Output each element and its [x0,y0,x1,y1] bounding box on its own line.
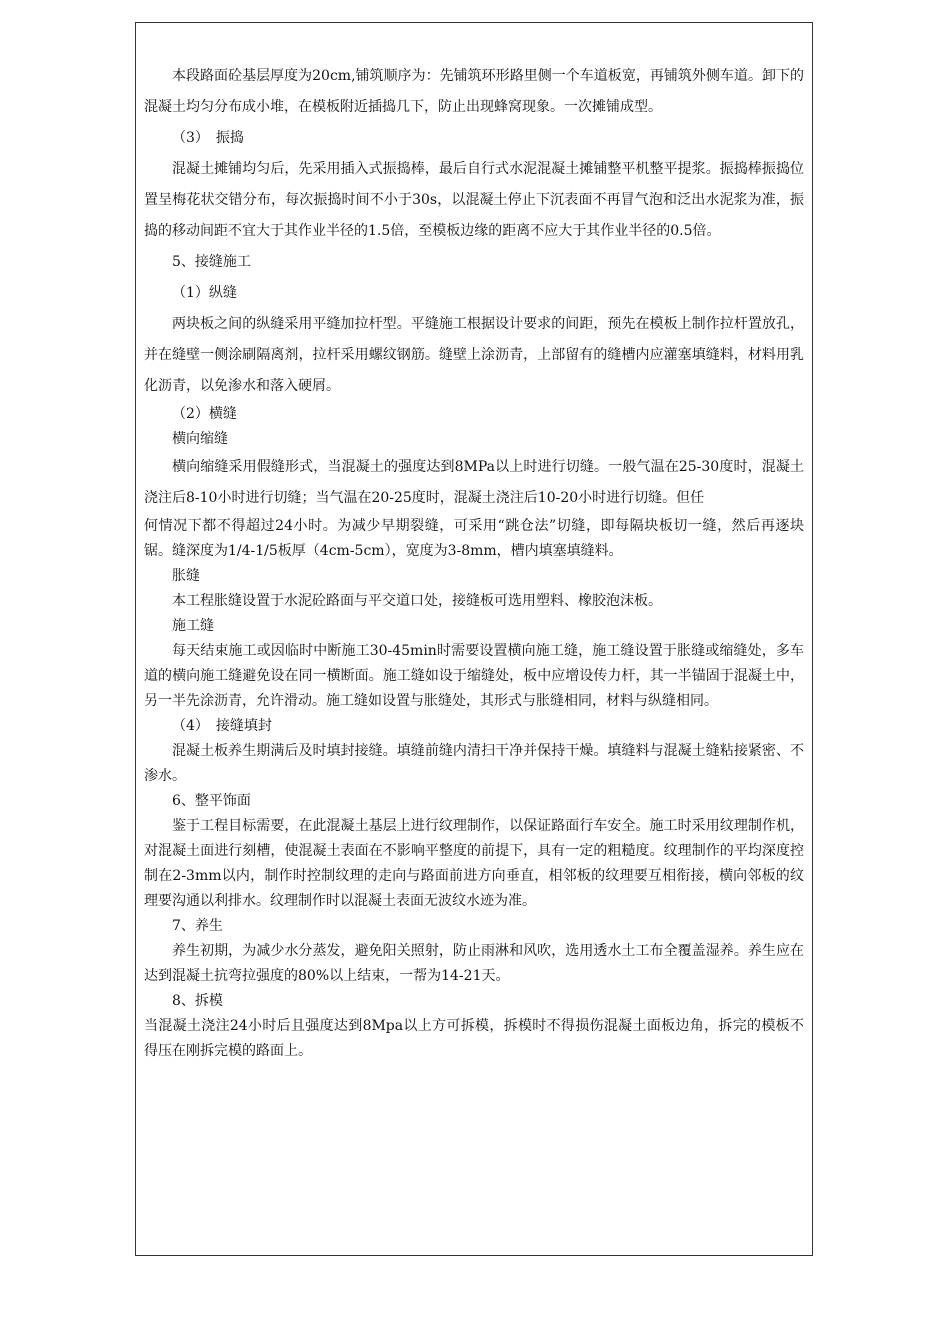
paragraph-transverse-shrinkage: 横向缩缝采用假缝形式，当混凝土的强度达到8MPa以上时进行切缝。一般气温在25-30度时，混凝土浇注后8-10小时进行切缝；当气温在20-25度时，混凝土浇注后10-20小时进行切缝。但任 [144,459,804,506]
paragraph-base-thickness: 本段路面砼基层厚度为20cm,铺筑顺序为：先铺筑环形路里侧一个车道板宽，再铺筑外侧车道。卸下的混凝土均匀分布成小堆，在模板附近插捣几下，防止出现蜂窝现象。一次摊铺成型。 [144,68,804,115]
heading-expansion-joint: 胀缝 [172,568,200,584]
paragraph-transverse-shrinkage-cont: 何情况下都不得超过24小时。为减少早期裂缝，可采用“跳仓法”切缝，即每隔块板切一缝，然后再逐块锯。缝深度为1/4-1/5板厚（4cm-5cm），宽度为3-8mm，槽内填塞填缝料。 [144,518,804,559]
paragraph-surface-finishing: 鉴于工程目标需要，在此混凝土基层上进行纹理制作，以保证路面行车安全。施工时采用纹理制作机，对混凝土面进行刻槽，使混凝土表面在不影响平整度的前提下，具有一定的粗糙度。纹理制作的平均深度控制在2-3mm以内，制作时控制纹理的走向与路面前进方向垂直，相邻板的纹理要互相衔接，横向邻板的纹理要沟通以利排水。纹理制作时以混凝土表面无波纹水迹为准。 [144,818,804,909]
heading-vibration: （3） 振捣 [172,130,244,146]
heading-transverse-joint: （2）横缝 [172,406,237,422]
heading-joint-construction: 5、接缝施工 [172,254,251,270]
heading-construction-joint: 施工缝 [172,618,214,634]
heading-longitudinal-joint: （1）纵缝 [172,285,237,301]
document-frame [135,22,813,1256]
paragraph-form-removal: 当混凝土浇注24小时后且强度达到8Mpa以上方可拆模，拆模时不得损伤混凝土面板边角，拆完的模板不得压在刚拆完模的路面上。 [144,1018,804,1059]
paragraph-vibration: 混凝土摊铺均匀后，先采用插入式振捣棒，最后自行式水泥混凝土摊铺整平机整平提浆。振捣棒振捣位置呈梅花状交错分布，每次振捣时间不小于30s，以混凝土停止下沉表面不再冒气泡和泛出水泥浆为准，振捣的移动间距不宜大于其作业半径的1.5倍，至模板边缘的距离不应大于其作业半径的0.5倍。 [144,161,804,239]
heading-curing: 7、养生 [172,918,223,934]
paragraph-joint-sealing: 混凝土板养生期满后及时填封接缝。填缝前缝内清扫干净并保持干燥。填缝料与混凝土缝粘接紧密、不渗水。 [144,743,804,784]
paragraph-construction-joint: 每天结束施工或因临时中断施工30-45min时需要设置横向施工缝，施工缝设置于胀缝或缩缝处，多车道的横向施工缝避免设在同一横断面。施工缝如设于缩缝处，板中应增设传力杆，其一半锚固于混凝土中，另一半先涂沥青，允许滑动。施工缝如设置与胀缝处，其形式与胀缝相同，材料与纵缝相同。 [144,643,804,709]
paragraph-expansion-joint: 本工程胀缝设置于水泥砼路面与平交道口处，接缝板可选用塑料、橡胶泡沫板。 [172,593,662,609]
paragraph-longitudinal-joint: 两块板之间的纵缝采用平缝加拉杆型。平缝施工根据设计要求的间距，预先在模板上制作拉杆置放孔，并在缝壁一侧涂刷隔离剂，拉杆采用螺纹钢筋。缝壁上涂沥青，上部留有的缝槽内应灌塞填缝料，材料用乳化沥青，以免渗水和落入硬屑。 [144,316,804,394]
heading-joint-sealing: （4） 接缝填封 [172,718,272,734]
document-body [144,61,804,1064]
heading-surface-finishing: 6、整平饰面 [172,793,251,809]
heading-transverse-shrinkage: 横向缩缝 [172,431,228,447]
paragraph-curing: 养生初期，为减少水分蒸发，避免阳关照射，防止雨淋和风吹，选用透水土工布全覆盖湿养。养生应在达到混凝土抗弯拉强度的80%以上结束，一帮为14-21天。 [144,943,804,984]
heading-form-removal: 8、拆模 [172,993,223,1009]
